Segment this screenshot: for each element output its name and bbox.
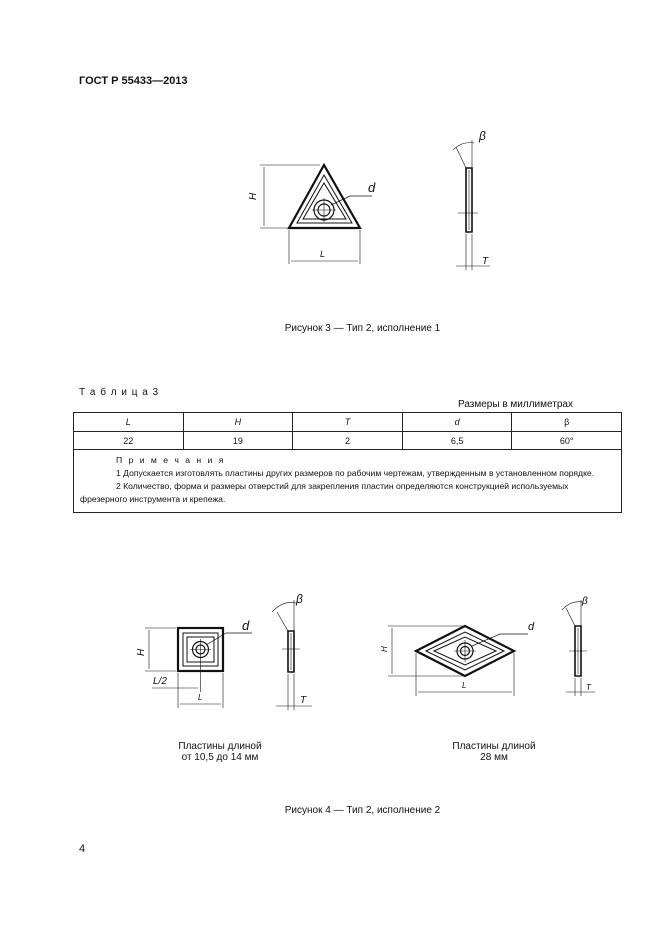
- note-item-1: 1 Допускается изготовлять пластины других размеров по рабочим чертежам, утвержденным в установленном порядке.: [116, 468, 595, 478]
- figure4-left-caption-line1: Пластины длиной: [178, 741, 262, 752]
- table3-units: Размеры в миллиметрах: [458, 399, 573, 410]
- figure4-left-caption-line2: от 10,5 до 14 мм: [181, 752, 259, 763]
- fig4-right-label-d: d: [528, 621, 535, 633]
- fig4-left-label-beta: β: [296, 592, 303, 606]
- fig3-label-beta: β: [479, 129, 486, 143]
- note-item-2: 2 Количество, форма и размеры отверстий для закрепления пластин определяются конструкцией используемых фрезерного инструмента и крепежа.: [80, 481, 569, 504]
- fig4-left-label-L2: L/2: [153, 676, 167, 687]
- table3-value-T: 2: [293, 432, 403, 450]
- table3-value-H: 19: [183, 432, 293, 450]
- fig4-right-label-H: H: [380, 646, 389, 652]
- fig4-right-label-beta: β: [582, 596, 588, 607]
- figure4-right-caption-line2: 28 мм: [480, 752, 508, 763]
- table3-value-d: 6,5: [402, 432, 512, 450]
- table3-value-beta: 60°: [512, 432, 622, 450]
- table3-header-T: T: [293, 413, 403, 432]
- fig4-left-label-H: H: [136, 648, 147, 656]
- fig4-right-label-T: T: [586, 683, 591, 692]
- fig3-label-H: H: [248, 192, 259, 200]
- document-header: ГОСТ Р 55433—2013: [79, 75, 188, 87]
- table3-header-L: L: [74, 413, 184, 432]
- page-number: 4: [79, 843, 86, 855]
- fig4-left-label-L: L: [198, 693, 203, 702]
- notes-heading: П р и м е ч а н и я: [116, 455, 226, 465]
- table3-title: Т а б л и ц а 3: [79, 387, 160, 398]
- figure4-left-caption: [140, 741, 300, 763]
- fig4-left-label-d: d: [242, 618, 250, 633]
- table3-header-d: d: [402, 413, 512, 432]
- figure3-caption: Рисунок 3 — Тип 2, исполнение 1: [284, 323, 441, 334]
- table3-header-beta: β: [512, 413, 622, 432]
- figure4-caption: Рисунок 4 — Тип 2, исполнение 2: [284, 805, 441, 816]
- fig3-label-d: d: [368, 180, 376, 195]
- figure4-right-caption: [414, 741, 574, 763]
- table3-value-L: 22: [74, 432, 184, 450]
- fig4-right-label-L: L: [462, 681, 467, 690]
- fig3-label-L: L: [320, 249, 326, 259]
- table3-header-H: H: [183, 413, 293, 432]
- fig3-label-T: T: [482, 256, 489, 267]
- figure4-right-caption-line1: Пластины длиной: [452, 741, 536, 752]
- fig4-left-label-T: T: [300, 695, 307, 706]
